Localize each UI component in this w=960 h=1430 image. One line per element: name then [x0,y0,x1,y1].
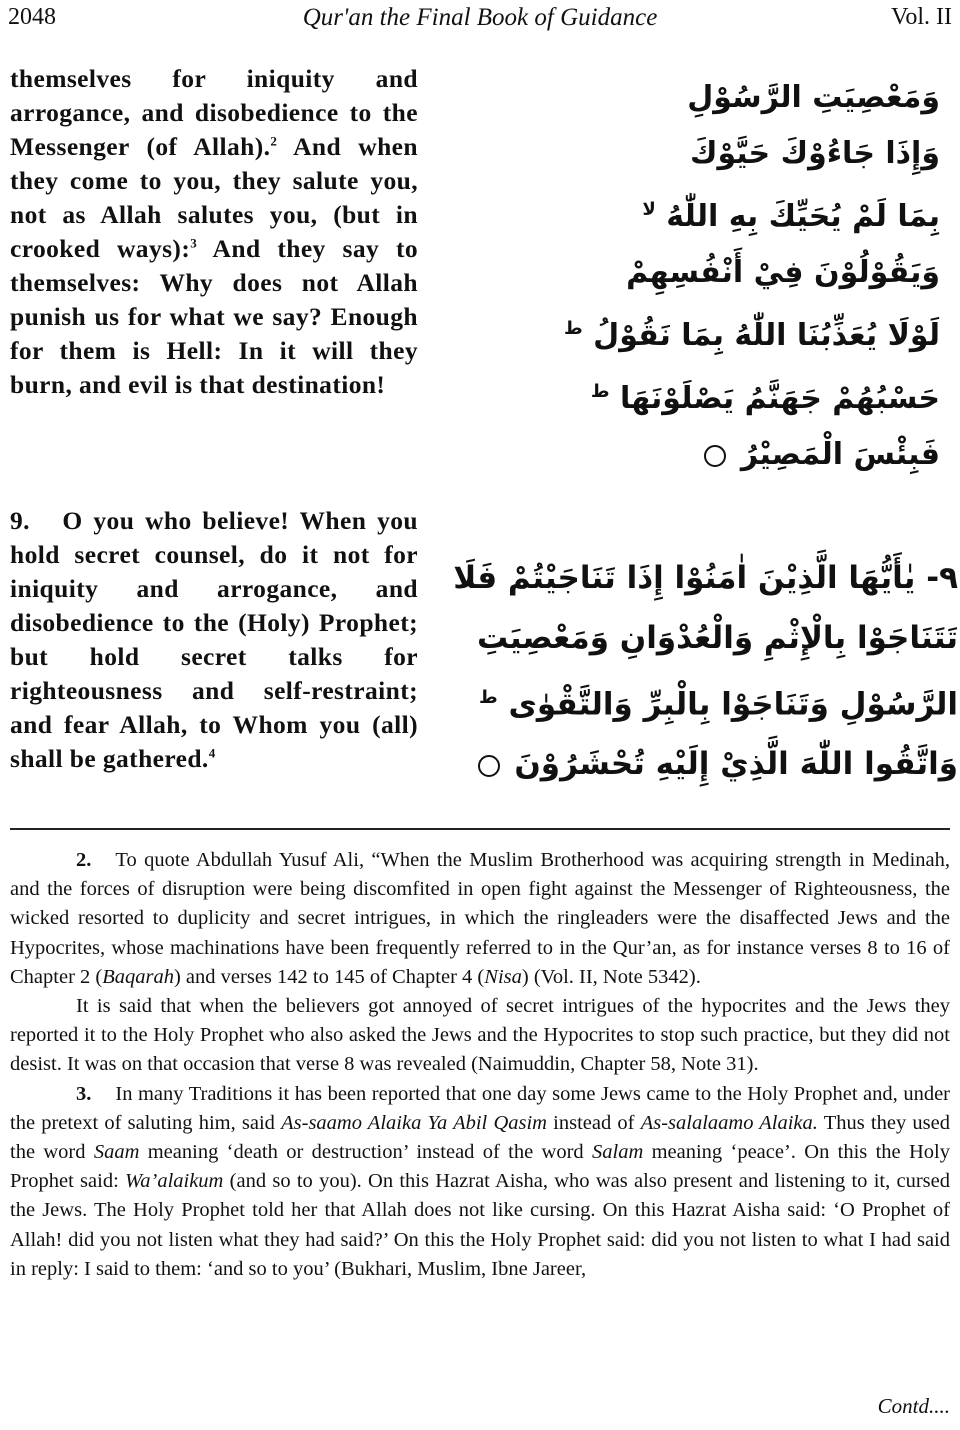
running-title: Qur'an the Final Book of Guidance [302,4,658,31]
waqf-mark: ط [564,318,583,339]
footnote-3: 3. In many Traditions it has been reported that one day some Jews came to the Holy Prophet and, under the pretext of saluting him, said As-saamo Alaika Ya Abil Qasim instead of As-salalaamo Alaika. Thus they used the word Saam meaning ‘death or destruction’ instead of the word Salam meaning ‘peace’. On this the Holy Prophet said: Wa’alaikum (and so to you). On this Hazrat Aisha, who was also present and listening to it, cursed the Jews. The Holy Prophet told her that Allah does not like cursing. On this Hazrat Aisha said: ‘O Prophet of Allah! did you not listen what they had said?’ On this the Holy Prophet said: did you not listen to what I had said in reply: I said to them: ‘and so to you’ (Bukhari, Muslim, Ibne Jareer, [10,1082,950,1280]
footnote-number: 2. [76,849,92,871]
page-number: 2048 [8,4,56,30]
verse-8-translation [10,62,418,402]
verse-9-arabic [453,548,958,794]
waqf-mark: ط [478,687,498,708]
verse-9-number: 9. [10,506,30,535]
footnote-divider [10,828,950,830]
footnote-ref-4[interactable]: 4 [208,745,216,761]
arabic-line: حَسْبُهُمْ جَهَنَّمُ يَصْلَوْنَهَا $^ط$ [590,381,940,416]
footnote-ref-2[interactable]: 2 [270,133,278,149]
verse-8-text-part-1: themselves for iniquity and arrogance, and disobedience to the Messenger (of Allah). [10,64,418,161]
arabic-line: لَوْلَا يُعَذِّبُنَا اللّٰهُ بِمَا نَقُوْلُ $^ط$ [564,318,940,353]
arabic-line: وَإِذَا جَاءُوْكَ حَيَّوْكَ [689,136,940,171]
arabic-line: فَبِئْسَ الْمَصِيْرُ [600,427,940,483]
verse-8-text-part-2: And when they come to you, they salute you, not as Allah salutes you, (but in crooked ways): [10,132,418,263]
waqf-mark: ط [590,381,610,402]
footnote-2: 2. To quote Abdullah Yusuf Ali, “When the Muslim Brotherhood was acquiring strength in Medinah, and the forces of disruption were being discomfited in open fight against the Messenger of Righteousness, the wicked resorted to duplicity and secret intrigues, in which the ringleaders were the disaffected Jews and the Hypocrites, whose machinations have been frequently referred to in the Qur’an, as for instance verses 8 to 16 of Chapter 2 (Baqarah) and verses 142 to 145 of Chapter 4 (Nisa) (Vol. II, Note 5342). [10,849,950,988]
verse-9-translation [10,504,418,776]
footnote-ref-3[interactable]: 3 [190,235,198,251]
arabic-line: تَتَنَاجَوْا بِالْإِثْمِ وَالْعُدْوَانِ وَمَعْصِيَتِ [477,620,958,656]
verse-8-text-part-3: And they say to themselves: Why does not Allah punish us for what we say? Enough for them is Hell: In it will they burn, and evil is that destination! [10,234,419,399]
verse-end-icon [704,445,726,467]
footnotes [10,846,950,1284]
footnote-number: 3. [76,1082,92,1105]
waqf-mark: لا [642,199,656,220]
continued-label: Contd.... [877,1394,950,1418]
arabic-line: وَيَقُوْلُوْنَ فِيْ أَنْفُسِهِمْ [626,255,940,290]
volume-label: Vol. II [891,4,952,30]
page-header [8,2,952,36]
arabic-line: وَاتَّقُوا اللّٰهَ الَّذِيْ إِلَيْهِ تُحْشَرُوْنَ [548,734,958,794]
footnote-2-paragraph-2: It is said that when the believers got annoyed of secret intrigues of the hypocrites and the Jews they reported it to the Holy Prophet who also asked the Jews and the Hypocrites to stop such practice, but they did not desist. It was on that occasion that verse 8 was revealed (Naimuddin, Chapter 58, Note 31). [10,995,950,1076]
verse-8-arabic [564,70,940,483]
arabic-line: الرَّسُوْلِ وَتَنَاجَوْا بِالْبِرِّ وَالتَّقْوٰى $^ط$ [478,686,958,723]
arabic-line: بِمَا لَمْ يُحَيِّكَ بِهِ اللّٰهُ $^{لا}$ [642,199,940,234]
arabic-line: ٩- يٰأَيُّهَا الَّذِيْنَ اٰمَنُوْا إِذَا تَنَاجَيْتُمْ فَلَا [453,560,958,596]
arabic-line: وَمَعْصِيَتِ الرَّسُوْلِ [687,80,940,115]
verse-end-icon [478,755,500,777]
verse-9-text: O you who believe! When you hold secret counsel, do it not for iniquity and arrogance, and disobedience to the (Holy) Prophet; but hold secret talks for righteousness and self-restraint; and fear Allah, to Whom you (all) shall be gathered. [10,506,418,773]
